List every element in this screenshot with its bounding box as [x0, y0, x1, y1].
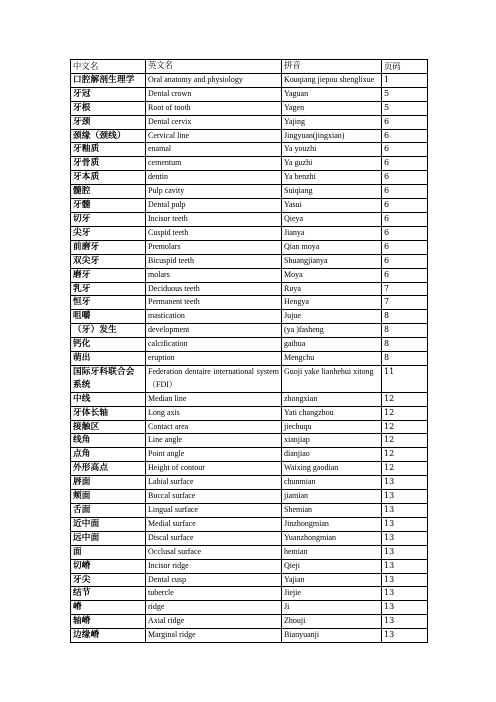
chinese-name-cell: 颈缘（颈线）	[71, 129, 146, 143]
page-number-cell: 6	[382, 143, 428, 157]
pinyin-cell: Ji	[282, 601, 382, 615]
page-number-cell: 6	[382, 240, 428, 254]
english-name-cell: Medial surface	[146, 517, 282, 531]
english-name-cell: Dental cervix	[146, 115, 282, 129]
chinese-name-cell: （牙）发生	[71, 324, 146, 338]
table-row	[71, 629, 428, 643]
table-row	[71, 504, 428, 518]
page-number-cell: 8	[382, 310, 428, 324]
pinyin-cell: Qian moya	[282, 240, 382, 254]
table-row	[71, 338, 428, 352]
english-name-cell: development	[146, 324, 282, 338]
table-row	[71, 324, 428, 338]
pinyin-cell: (ya )fasheng	[282, 324, 382, 338]
pinyin-cell: Jinzhongmian	[282, 517, 382, 531]
pinyin-cell: jiechuqu	[282, 420, 382, 434]
table-row	[71, 171, 428, 185]
chinese-name-cell: 牙尖	[71, 573, 146, 587]
page-number-cell: 6	[382, 226, 428, 240]
table-row	[71, 462, 428, 476]
chinese-name-cell: 牙体长轴	[71, 406, 146, 420]
page-number-cell: 6	[382, 115, 428, 129]
pinyin-cell: Ya youzhi	[282, 143, 382, 157]
page-number-cell: 6	[382, 129, 428, 143]
pinyin-cell: Ya guzhi	[282, 157, 382, 171]
pinyin-cell: Guoji yake lianhehui xitong	[282, 365, 382, 392]
pinyin-cell: Jianya	[282, 226, 382, 240]
chinese-name-cell: 髓腔	[71, 185, 146, 199]
chinese-name-cell: 萌出	[71, 352, 146, 366]
pinyin-cell: Hengya	[282, 296, 382, 310]
page-number-cell: 13	[382, 573, 428, 587]
page-number-cell: 13	[382, 615, 428, 629]
chinese-name-cell: 近中面	[71, 517, 146, 531]
page-number-cell: 13	[382, 545, 428, 559]
table-row	[71, 365, 428, 392]
pinyin-cell: chunmian	[282, 476, 382, 490]
pinyin-cell: Kouqiang jiepou shenglixue	[282, 73, 382, 87]
english-name-cell: Marginal ridge	[146, 629, 282, 643]
table-row	[71, 226, 428, 240]
page-number-cell: 13	[382, 629, 428, 643]
english-name-cell: Labial surface	[146, 476, 282, 490]
chinese-name-cell: 轴嵴	[71, 615, 146, 629]
pinyin-cell: hemian	[282, 545, 382, 559]
table-row	[71, 157, 428, 171]
header-page-number: 页码	[382, 60, 428, 74]
english-name-cell: Dental cusp	[146, 573, 282, 587]
pinyin-cell: Suiqiang	[282, 185, 382, 199]
pinyin-cell: dianjiao	[282, 448, 382, 462]
english-name-cell: Root of tooth	[146, 101, 282, 115]
page-number-cell: 13	[382, 587, 428, 601]
table-row	[71, 352, 428, 366]
page-number-cell: 8	[382, 338, 428, 352]
page-number-cell: 12	[382, 448, 428, 462]
pinyin-cell: Mengchu	[282, 352, 382, 366]
page-number-cell: 7	[382, 282, 428, 296]
page-number-cell: 8	[382, 324, 428, 338]
chinese-name-cell: 口腔解剖生理学	[71, 73, 146, 87]
table-row	[71, 129, 428, 143]
table-row	[71, 240, 428, 254]
page-number-cell: 13	[382, 517, 428, 531]
table-row	[71, 573, 428, 587]
english-name-cell: molars	[146, 268, 282, 282]
pinyin-cell: Yajing	[282, 115, 382, 129]
english-name-cell: Cuspid teeth	[146, 226, 282, 240]
table-row	[71, 115, 428, 129]
page-number-cell: 12	[382, 392, 428, 406]
english-name-cell: Premolars	[146, 240, 282, 254]
page-number-cell: 13	[382, 504, 428, 518]
english-name-cell: Discal surface	[146, 531, 282, 545]
table-row	[71, 476, 428, 490]
english-name-cell: tubercle	[146, 587, 282, 601]
english-name-cell: Height of contour	[146, 462, 282, 476]
header-english-name: 英文名	[146, 60, 282, 74]
table-row	[71, 185, 428, 199]
pinyin-cell: Moya	[282, 268, 382, 282]
english-name-cell: Line angle	[146, 434, 282, 448]
chinese-name-cell: 前磨牙	[71, 240, 146, 254]
table-row	[71, 434, 428, 448]
chinese-name-cell: 面	[71, 545, 146, 559]
english-name-cell: Dental pulp	[146, 199, 282, 213]
table-row	[71, 282, 428, 296]
table-row	[71, 268, 428, 282]
table-row	[71, 143, 428, 157]
pinyin-cell: Jiejie	[282, 587, 382, 601]
page-number-cell: 12	[382, 420, 428, 434]
english-name-cell: Buccal surface	[146, 490, 282, 504]
english-name-cell: Deciduous teeth	[146, 282, 282, 296]
chinese-name-cell: 舌面	[71, 504, 146, 518]
english-name-cell: Long axis	[146, 406, 282, 420]
chinese-name-cell: 牙釉质	[71, 143, 146, 157]
english-name-cell: Lingual surface	[146, 504, 282, 518]
page-number-cell: 12	[382, 406, 428, 420]
table-row	[71, 310, 428, 324]
table-row	[71, 101, 428, 115]
english-name-cell: Point angle	[146, 448, 282, 462]
glossary-table	[70, 59, 428, 643]
page-number-cell: 13	[382, 531, 428, 545]
pinyin-cell: jiamian	[282, 490, 382, 504]
page-number-cell: 5	[382, 101, 428, 115]
page-number-cell: 7	[382, 296, 428, 310]
chinese-name-cell: 边缘嵴	[71, 629, 146, 643]
page-number-cell: 5	[382, 87, 428, 101]
pinyin-cell: Yaguan	[282, 87, 382, 101]
english-name-cell: Contact area	[146, 420, 282, 434]
chinese-name-cell: 乳牙	[71, 282, 146, 296]
page-number-cell: 6	[382, 199, 428, 213]
pinyin-cell: Shemian	[282, 504, 382, 518]
pinyin-cell: Yasui	[282, 199, 382, 213]
english-name-cell: enamal	[146, 143, 282, 157]
page-number-cell: 6	[382, 171, 428, 185]
english-name-cell: Occlusal surface	[146, 545, 282, 559]
english-name-cell: Oral anatomy and physiology	[146, 73, 282, 87]
chinese-name-cell: 远中面	[71, 531, 146, 545]
pinyin-cell: Yuanzhongmian	[282, 531, 382, 545]
pinyin-cell: Ya benzhi	[282, 171, 382, 185]
pinyin-cell: Ruya	[282, 282, 382, 296]
table-row	[71, 531, 428, 545]
table-row	[71, 87, 428, 101]
header-chinese-name: 中文名	[71, 60, 146, 74]
english-name-cell: calcification	[146, 338, 282, 352]
pinyin-cell: Yati changzhou	[282, 406, 382, 420]
table-row	[71, 615, 428, 629]
page-number-cell: 13	[382, 559, 428, 573]
pinyin-cell: Yagen	[282, 101, 382, 115]
page-number-cell: 12	[382, 434, 428, 448]
english-name-cell: ridge	[146, 601, 282, 615]
chinese-name-cell: 国际牙科联合会系统	[71, 365, 146, 392]
chinese-name-cell: 唇面	[71, 476, 146, 490]
table-row	[71, 587, 428, 601]
page-number-cell: 13	[382, 476, 428, 490]
english-name-cell: Federation dentaire international system（FDI）	[146, 365, 282, 392]
english-name-cell: Permanent teeth	[146, 296, 282, 310]
page-number-cell: 6	[382, 185, 428, 199]
english-name-cell: Incisor teeth	[146, 212, 282, 226]
pinyin-cell: Qieji	[282, 559, 382, 573]
page-number-cell: 12	[382, 462, 428, 476]
chinese-name-cell: 牙本质	[71, 171, 146, 185]
table-row	[71, 296, 428, 310]
english-name-cell: Cervical line	[146, 129, 282, 143]
table-row	[71, 601, 428, 615]
pinyin-cell: Bianyuanji	[282, 629, 382, 643]
pinyin-cell: xianjiap	[282, 434, 382, 448]
table-body	[71, 73, 428, 642]
page-number-cell: 6	[382, 254, 428, 268]
chinese-name-cell: 恒牙	[71, 296, 146, 310]
pinyin-cell: zhongxian	[282, 392, 382, 406]
table-row	[71, 254, 428, 268]
table-row	[71, 490, 428, 504]
page-number-cell: 1	[382, 73, 428, 87]
table-row	[71, 73, 428, 87]
page-number-cell: 6	[382, 212, 428, 226]
page-number-cell: 6	[382, 268, 428, 282]
chinese-name-cell: 牙骨质	[71, 157, 146, 171]
pinyin-cell: Jingyuan(jingxian)	[282, 129, 382, 143]
table-row	[71, 559, 428, 573]
page-number-cell: 11	[382, 365, 428, 392]
table-row	[71, 212, 428, 226]
chinese-name-cell: 点角	[71, 448, 146, 462]
english-name-cell: Dental crown	[146, 87, 282, 101]
chinese-name-cell: 尖牙	[71, 226, 146, 240]
chinese-name-cell: 中线	[71, 392, 146, 406]
chinese-name-cell: 线角	[71, 434, 146, 448]
english-name-cell: Pulp cavity	[146, 185, 282, 199]
english-name-cell: Median line	[146, 392, 282, 406]
chinese-name-cell: 磨牙	[71, 268, 146, 282]
english-name-cell: mastication	[146, 310, 282, 324]
table-row	[71, 199, 428, 213]
english-name-cell: Axial ridge	[146, 615, 282, 629]
table-row	[71, 517, 428, 531]
chinese-name-cell: 双尖牙	[71, 254, 146, 268]
chinese-name-cell: 接触区	[71, 420, 146, 434]
pinyin-cell: Qieya	[282, 212, 382, 226]
header-pinyin: 拼音	[282, 60, 382, 74]
table-row	[71, 420, 428, 434]
pinyin-cell: Jujue	[282, 310, 382, 324]
page-number-cell: 8	[382, 352, 428, 366]
table-row	[71, 392, 428, 406]
chinese-name-cell: 颊面	[71, 490, 146, 504]
english-name-cell: Bicuspid teeth	[146, 254, 282, 268]
chinese-name-cell: 牙冠	[71, 87, 146, 101]
table-row	[71, 406, 428, 420]
chinese-name-cell: 牙颈	[71, 115, 146, 129]
chinese-name-cell: 切牙	[71, 212, 146, 226]
chinese-name-cell: 嵴	[71, 601, 146, 615]
english-name-cell: cementum	[146, 157, 282, 171]
chinese-name-cell: 咀嚼	[71, 310, 146, 324]
page-number-cell: 13	[382, 490, 428, 504]
pinyin-cell: Waixing gaodian	[282, 462, 382, 476]
english-name-cell: dentin	[146, 171, 282, 185]
page-number-cell: 6	[382, 157, 428, 171]
table-row	[71, 545, 428, 559]
chinese-name-cell: 钙化	[71, 338, 146, 352]
pinyin-cell: gaihua	[282, 338, 382, 352]
chinese-name-cell: 切嵴	[71, 559, 146, 573]
table-row	[71, 448, 428, 462]
chinese-name-cell: 结节	[71, 587, 146, 601]
english-name-cell: eruption	[146, 352, 282, 366]
english-name-cell: Incisor ridge	[146, 559, 282, 573]
chinese-name-cell: 牙髓	[71, 199, 146, 213]
chinese-name-cell: 牙根	[71, 101, 146, 115]
pinyin-cell: Yajian	[282, 573, 382, 587]
page-number-cell: 13	[382, 601, 428, 615]
pinyin-cell: Shuangjianya	[282, 254, 382, 268]
chinese-name-cell: 外形高点	[71, 462, 146, 476]
pinyin-cell: Zhouji	[282, 615, 382, 629]
table-header-row	[71, 60, 428, 74]
